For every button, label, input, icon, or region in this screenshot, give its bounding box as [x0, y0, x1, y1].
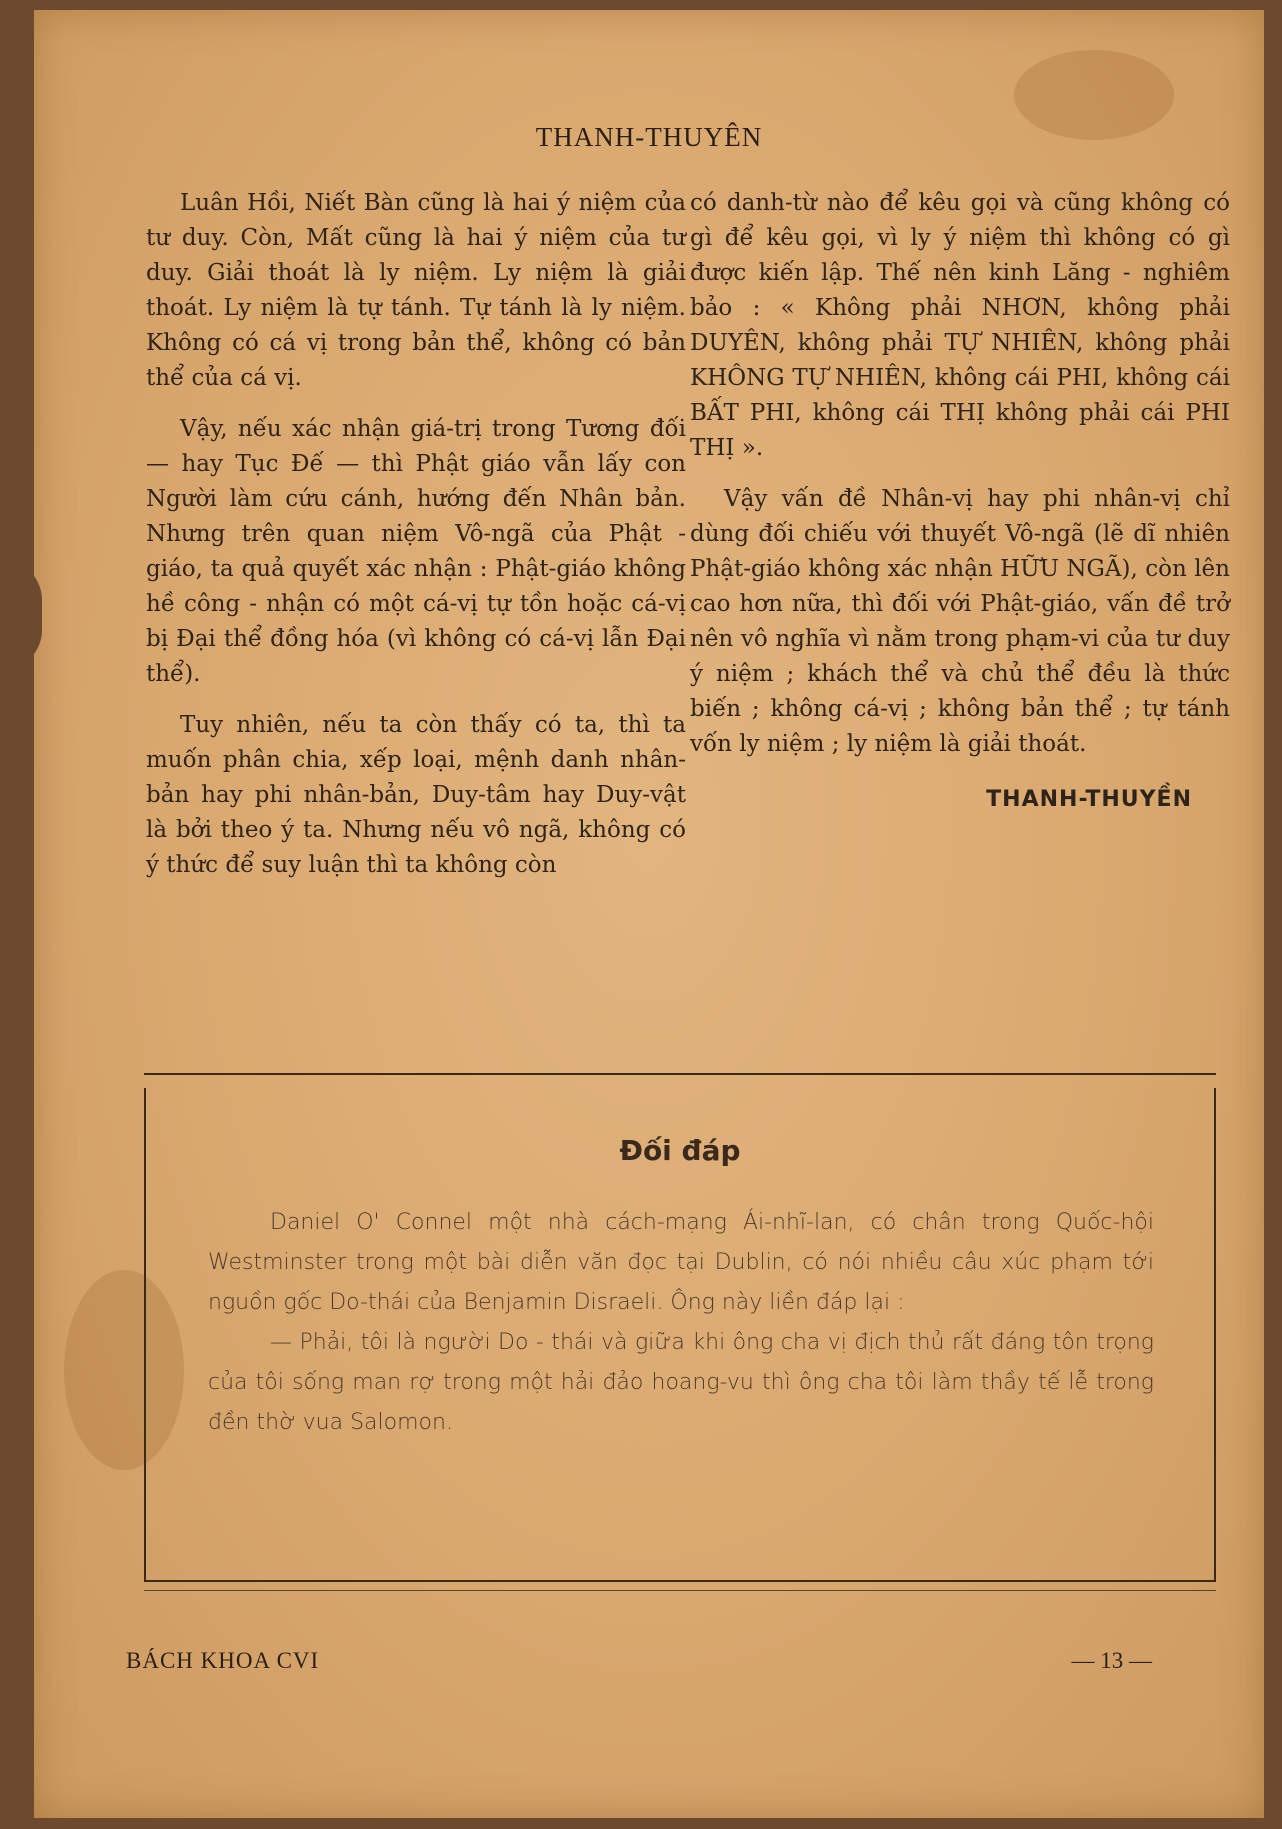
- paragraph: Vậy vấn đề Nhân-vị hay phi nhân-vị chỉ dùng đối chiếu với thuyết Vô-ngã (lẽ dĩ nhiên Phật-giáo không xác nhận HỮU NGÃ), còn lên cao hơn nữa, thì đối với Phật-giáo, vấn đề trở nên vô nghĩa vì nằm trong phạm-vi của tư duy ý niệm ; khách thể và chủ thể đều là thức biến ; không cá-vị ; không bản thể ; tự tánh vốn ly niệm ; ly niệm là giải thoát.: [690, 486, 1230, 757]
- box-title: Đối đáp: [619, 1134, 741, 1167]
- paragraph: Tuy nhiên, nếu ta còn thấy có ta, thì ta muốn phân chia, xếp loại, mệnh danh nhân-bản hay phi nhân-bản, Duy-tâm hay Duy-vật là bởi theo ý ta. Nhưng nếu vô ngã, không có ý thức để suy luận thì ta không còn: [146, 712, 686, 878]
- magazine-page: [34, 10, 1264, 1818]
- box-top-rule: [144, 1073, 1216, 1075]
- box-paragraph: Daniel O' Connel một nhà cách-mạng Ái-nhĩ-lan, có chân trong Quốc-hội Westminster trong một bài diễn văn đọc tại Dublin, có nói nhiều câu xúc phạm tới nguồn gốc Do-thái của Benjamin Disraeli. Ông này liền đáp lại :: [208, 1210, 1154, 1315]
- paragraph: có danh-từ nào để kêu gọi và cũng không có gì để kêu gọi, vì ly ý niệm thì không có gì được kiến lập. Thế nên kinh Lăng - nghiêm bảo : « Không phải NHƠN, không phải DUYÊN, không phải TỰ NHIÊN, không phải KHÔNG TỰ NHIÊN, không cái PHI, không cái BẤT PHI, không cái THỊ không phải cái PHI THỊ ».: [690, 190, 1230, 461]
- paragraph: Luân Hồi, Niết Bàn cũng là hai ý niệm của tư duy. Còn, Mất cũng là hai ý niệm của tư duy. Giải thoát là ly niệm. Ly niệm là giải thoát. Ly niệm là tự tánh. Tự tánh là ly niệm. Không có cá vị trong bản thể, không có bản thể của cá vị.: [146, 190, 686, 391]
- running-title: THANH-THUYÊN: [535, 122, 763, 152]
- right-column: [690, 186, 1230, 817]
- box-paragraph: — Phải, tôi là người Do - thái và giữa khi ông cha vị địch thủ rất đáng tôn trọng của tôi sống man rợ trong một hải đảo hoang-vu thì ông cha tôi làm thầy tế lễ trong đền thờ vua Salomon.: [208, 1330, 1154, 1435]
- page-number: — 13 —: [1071, 1648, 1152, 1673]
- box-body: [208, 1203, 1154, 1443]
- publication-name: BÁCH KHOA CVI: [126, 1648, 320, 1673]
- paragraph: Vậy, nếu xác nhận giá-trị trong Tương đối — hay Tục Đế — thì Phật giáo vẫn lấy con Người làm cứu cánh, hướng đến Nhân bản. Nhưng trên quan niệm Vô-ngã của Phật - giáo, ta quả quyết xác nhận : Phật-giáo không hề công - nhận có một cá-vị tự tồn hoặc cá-vị bị Đại thể đồng hóa (vì không có cá-vị lẫn Đại thể).: [146, 416, 686, 687]
- sidebar-box: [144, 1088, 1216, 1582]
- left-column: [146, 186, 686, 899]
- box-bottom-rule: [144, 1590, 1216, 1591]
- author-signature: THANH-THUYỀN: [986, 787, 1192, 812]
